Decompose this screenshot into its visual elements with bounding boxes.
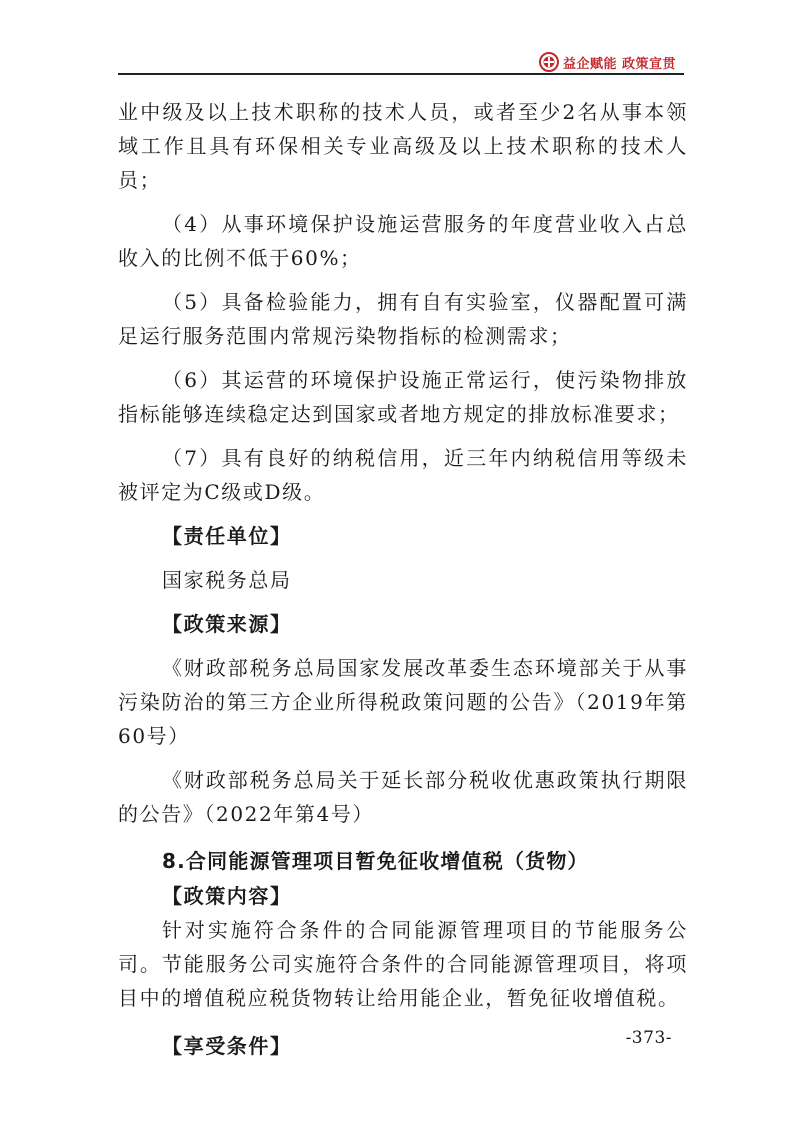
heading-policy-source: 【政策来源】 [162,612,292,636]
policy-source-1: 《财政部税务总局国家发展改革委生态环境部关于从事污染防治的第三方企业所得税政策问题的公告》（2019年第60号） [118,656,688,748]
paragraph-condition-5: （5）具备检验能力，拥有自有实验室，仪器配置可满足运行服务范围内常规污染物指标的检测需求； [118,290,688,348]
paragraph-condition-6: （6）其运营的环境保护设施正常运行，使污染物排放指标能够连续稳定达到国家或者地方规定的排放标准要求； [118,368,688,426]
page-body [118,95,688,1063]
header-brand [539,50,676,74]
header-divider [118,73,684,75]
brand-logo-icon [539,52,559,72]
policy-source-2: 《财政部税务总局关于延长部分税收优惠政策执行期限的公告》（2022年第4号） [118,768,688,826]
heading-policy-content: 【政策内容】 [162,884,292,908]
paragraph-condition-7: （7）具有良好的纳税信用，近三年内纳税信用等级未被评定为C级或D级。 [118,446,688,504]
section-title: 8.合同能源管理项目暂免征收增值税（货物） [162,849,589,873]
heading-responsible-unit: 【责任单位】 [162,524,292,548]
policy-content-text: 针对实施符合条件的合同能源管理项目的节能服务公司。节能服务公司实施符合条件的合同能源管理项目，将项目中的增值税应税货物转让给用能企业，暂免征收增值税。 [118,918,688,1010]
paragraph-continued-requirement: 业中级及以上技术职称的技术人员，或者至少2名从事本领域工作且具有环保相关专业高级及以上技术职称的技术人员； [118,100,688,192]
page-number: -373- [625,1028,672,1048]
paragraph-condition-4: （4）从事环境保护设施运营服务的年度营业收入占总收入的比例不低于60%； [118,212,688,270]
responsible-unit-text: 国家税务总局 [162,568,292,592]
heading-eligibility-conditions: 【享受条件】 [162,1034,292,1058]
brand-name: 益企赋能 政策宣贯 [562,56,676,72]
